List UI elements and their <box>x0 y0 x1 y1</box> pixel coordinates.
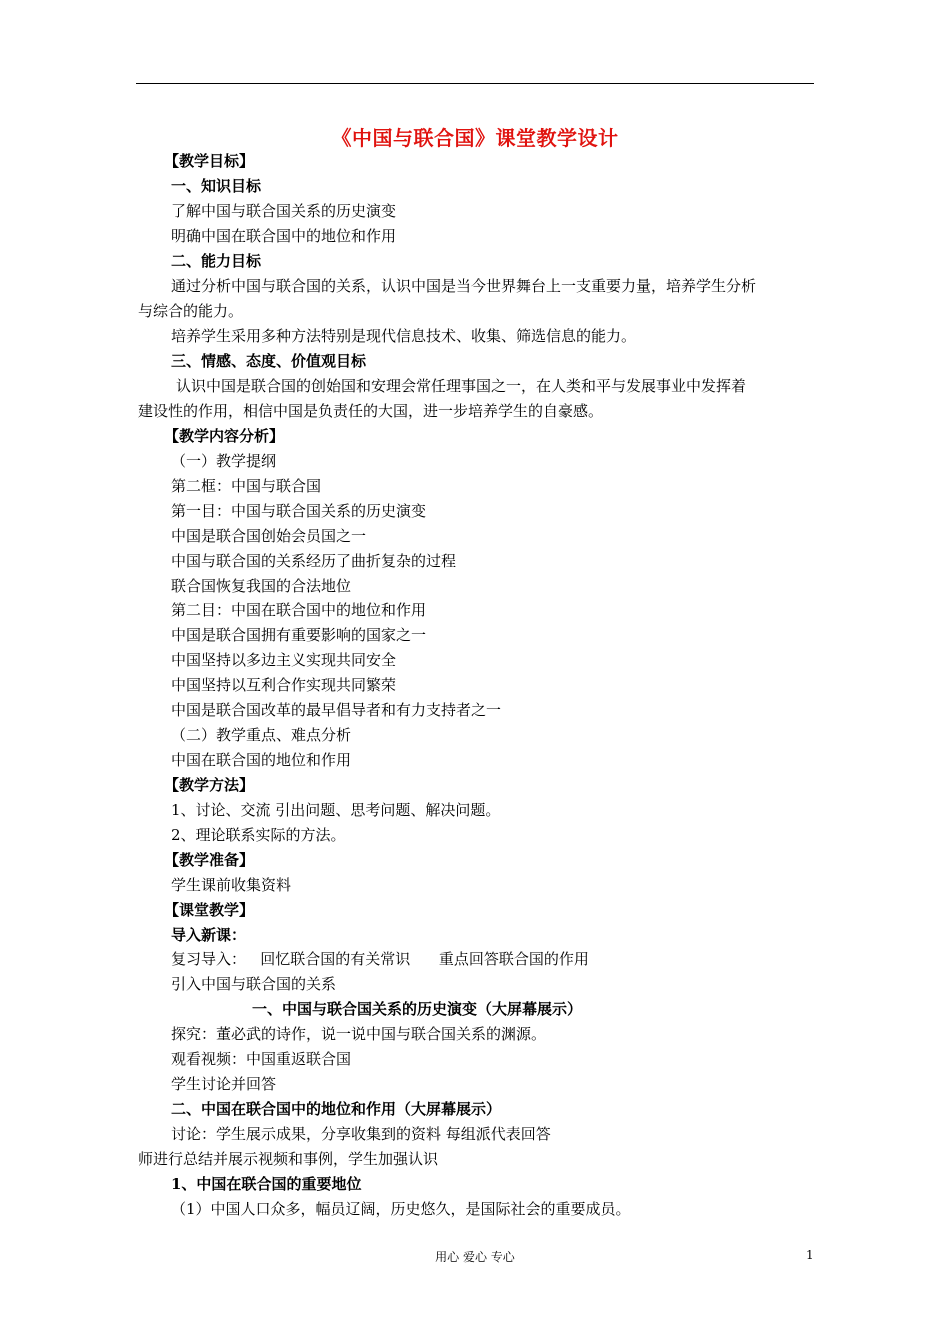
text-line: 第一目：中国与联合国关系的历史演变 <box>171 502 427 520</box>
text-line: 中国是联合国改革的最早倡导者和有力支持者之一 <box>171 701 502 719</box>
section-heading-preparation: 【教学准备】 <box>164 851 255 869</box>
section-heading-objectives: 【教学目标】 <box>164 152 255 170</box>
text-line: 与综合的能力。 <box>138 302 244 320</box>
subheading-ability: 二、能力目标 <box>171 252 262 270</box>
subheading-values: 三、情感、态度、价值观目标 <box>171 352 367 370</box>
subheading-history: 一、中国与联合国关系的历史演变（大屏幕展示） <box>252 1000 583 1018</box>
page-footer: 用心 爱心 专心 <box>435 1250 515 1264</box>
document-title: 《中国与联合国》课堂教学设计 <box>331 126 619 150</box>
text-line: 观看视频：中国重返联合国 <box>171 1050 352 1068</box>
subheading-important-status: 1、中国在联合国的重要地位 <box>171 1175 362 1193</box>
text-line: 中国是联合国创始会员国之一 <box>171 527 367 545</box>
text-line: （一）教学提纲 <box>171 452 277 470</box>
text-line: 中国坚持以互利合作实现共同繁荣 <box>171 676 397 694</box>
section-heading-classroom: 【课堂教学】 <box>164 901 255 919</box>
text-line: 讨论：学生展示成果，分享收集到的资料 每组派代表回答 <box>171 1125 551 1143</box>
text-line: 中国坚持以多边主义实现共同安全 <box>171 651 397 669</box>
section-heading-content: 【教学内容分析】 <box>164 427 285 445</box>
header-rule <box>136 83 814 84</box>
text-line: 认识中国是联合国的创始国和安理会常任理事国之一，在人类和平与发展事业中发挥着 <box>176 377 747 395</box>
text-line: 2、理论联系实际的方法。 <box>171 826 346 844</box>
text-line: 第二框：中国与联合国 <box>171 477 322 495</box>
text-line: 学生课前收集资料 <box>171 876 292 894</box>
text-line: 了解中国与联合国关系的历史演变 <box>171 202 397 220</box>
text-line: 中国是联合国拥有重要影响的国家之一 <box>171 626 427 644</box>
section-heading-methods: 【教学方法】 <box>164 776 255 794</box>
text-line: （二）教学重点、难点分析 <box>171 726 352 744</box>
subheading-status: 二、中国在联合国中的地位和作用（大屏幕展示） <box>171 1100 502 1118</box>
text-line: 建设性的作用，相信中国是负责任的大国，进一步培养学生的自豪感。 <box>138 402 604 420</box>
text-line: 明确中国在联合国中的地位和作用 <box>171 227 397 245</box>
text-line: 探究：董必武的诗作，说一说中国与联合国关系的渊源。 <box>171 1025 547 1043</box>
text-line: 复习导入： 回忆联合国的有关常识 重点回答联合国的作用 <box>171 950 589 968</box>
text-line: 培养学生采用多种方法特别是现代信息技术、收集、筛选信息的能力。 <box>171 327 637 345</box>
text-line: 中国在联合国的地位和作用 <box>171 751 352 769</box>
text-line: 师进行总结并展示视频和事例，学生加强认识 <box>138 1150 439 1168</box>
text-line: 通过分析中国与联合国的关系，认识中国是当今世界舞台上一支重要力量，培养学生分析 <box>171 277 757 295</box>
text-line: 第二目：中国在联合国中的地位和作用 <box>171 601 427 619</box>
text-line: 引入中国与联合国的关系 <box>171 975 337 993</box>
text-line: 联合国恢复我国的合法地位 <box>171 577 352 595</box>
subheading-intro: 导入新课： <box>171 926 247 944</box>
subheading-knowledge: 一、知识目标 <box>171 177 262 195</box>
text-line: 中国与联合国的关系经历了曲折复杂的过程 <box>171 552 457 570</box>
page-number: 1 <box>806 1248 814 1262</box>
text-line: （1）中国人口众多，幅员辽阔，历史悠久，是国际社会的重要成员。 <box>171 1200 631 1218</box>
text-line: 1、讨论、交流 引出问题、思考问题、解决问题。 <box>171 801 501 819</box>
text-line: 学生讨论并回答 <box>171 1075 277 1093</box>
